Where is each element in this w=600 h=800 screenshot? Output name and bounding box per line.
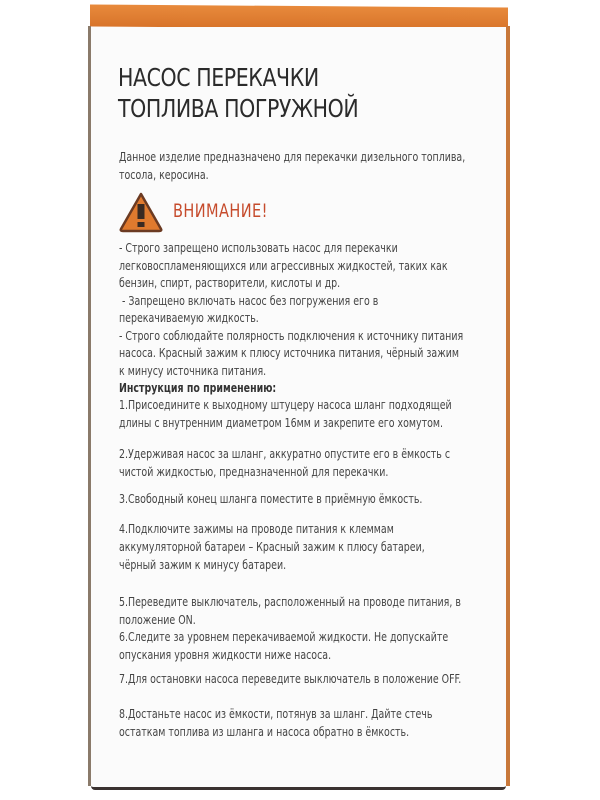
text-line: 4.Подключите зажимы на проводе питания к клеммам — [119, 521, 394, 536]
text-line: 2.Удерживая насос за шланг, аккуратно опустите его в ёмкость с — [119, 446, 451, 461]
text-line: 7.Для остановки насоса переведите выключатель в положение OFF. — [119, 671, 462, 686]
text-line: 8.Достаньте насос из ёмкости, потянув за шланг. Дайте стечь — [119, 706, 433, 721]
warning-title: ВНИМАНИЕ! — [173, 200, 268, 222]
text-line: легковоспламеняющихся или агрессивных жидкостей, таких как — [119, 257, 448, 273]
text-line: - Строго запрещено использовать насос для перекачки — [119, 240, 398, 255]
text-line: 5.Переведите выключатель, расположенный на проводе питания, в — [119, 594, 461, 609]
text-line: длины с внутренним диаметром 16мм и закрепите его хомутом. — [119, 415, 444, 430]
box-top-flap — [90, 5, 508, 30]
text-line: к минусу источника питания. — [119, 362, 267, 378]
text-line: 1.Присоедините к выходному штуцеру насоса шланг подходящей — [119, 397, 452, 412]
step-6 — [119, 628, 448, 664]
text-line: Данное изделие предназначено для перекачки дизельного топлива, — [119, 149, 466, 164]
text-line: чистой жидкостью, предназначенной для перекачки. — [119, 464, 389, 479]
text-line: положение ON. — [119, 612, 196, 627]
text-line: насоса. Красный зажим к плюсу источника питания, чёрный зажим — [119, 345, 459, 360]
text-line: тосола, керосина. — [119, 167, 209, 182]
text-line: 6.Следите за уровнем перекачиваемой жидкости. Не допускайте — [119, 629, 449, 644]
text-line: остаткам топлива из шланга и насоса обратно в ёмкость. — [119, 724, 410, 739]
box-right-edge — [506, 26, 510, 786]
title-line: НАСОС ПЕРЕКАЧКИ — [118, 63, 319, 92]
text-line: бензин, спирт, растворители, кислоты и др. — [119, 275, 341, 290]
product-title — [118, 62, 358, 124]
instructions-heading: Инструкция по применению: — [119, 380, 277, 395]
description — [119, 148, 465, 184]
step-3 — [119, 490, 422, 508]
text-line: чёрный зажим к минусу батареи. — [119, 557, 287, 572]
text-line: перекачиваемую жидкость. — [119, 310, 259, 325]
warning-text — [119, 239, 463, 379]
step-1 — [119, 396, 452, 432]
step-8 — [119, 705, 432, 741]
title-line: ТОПЛИВА ПОГРУЖНОЙ — [118, 94, 359, 123]
step-2 — [119, 445, 450, 481]
text-line: опускания уровня жидкости ниже насоса. — [119, 647, 332, 662]
text-line: - Запрещено включать насос без погружения его в — [119, 292, 379, 308]
step-7 — [119, 670, 461, 688]
step-4 — [119, 520, 425, 574]
text-line: 3.Свободный конец шланга поместите в приёмную ёмкость. — [119, 491, 423, 506]
text-line: - Строго соблюдайте полярность подключения к источнику питания — [119, 327, 464, 343]
warning-triangle-icon — [118, 191, 164, 233]
text-line: аккумуляторной батареи – Красный зажим к плюсу батареи, — [119, 539, 425, 554]
step-5 — [119, 593, 461, 629]
